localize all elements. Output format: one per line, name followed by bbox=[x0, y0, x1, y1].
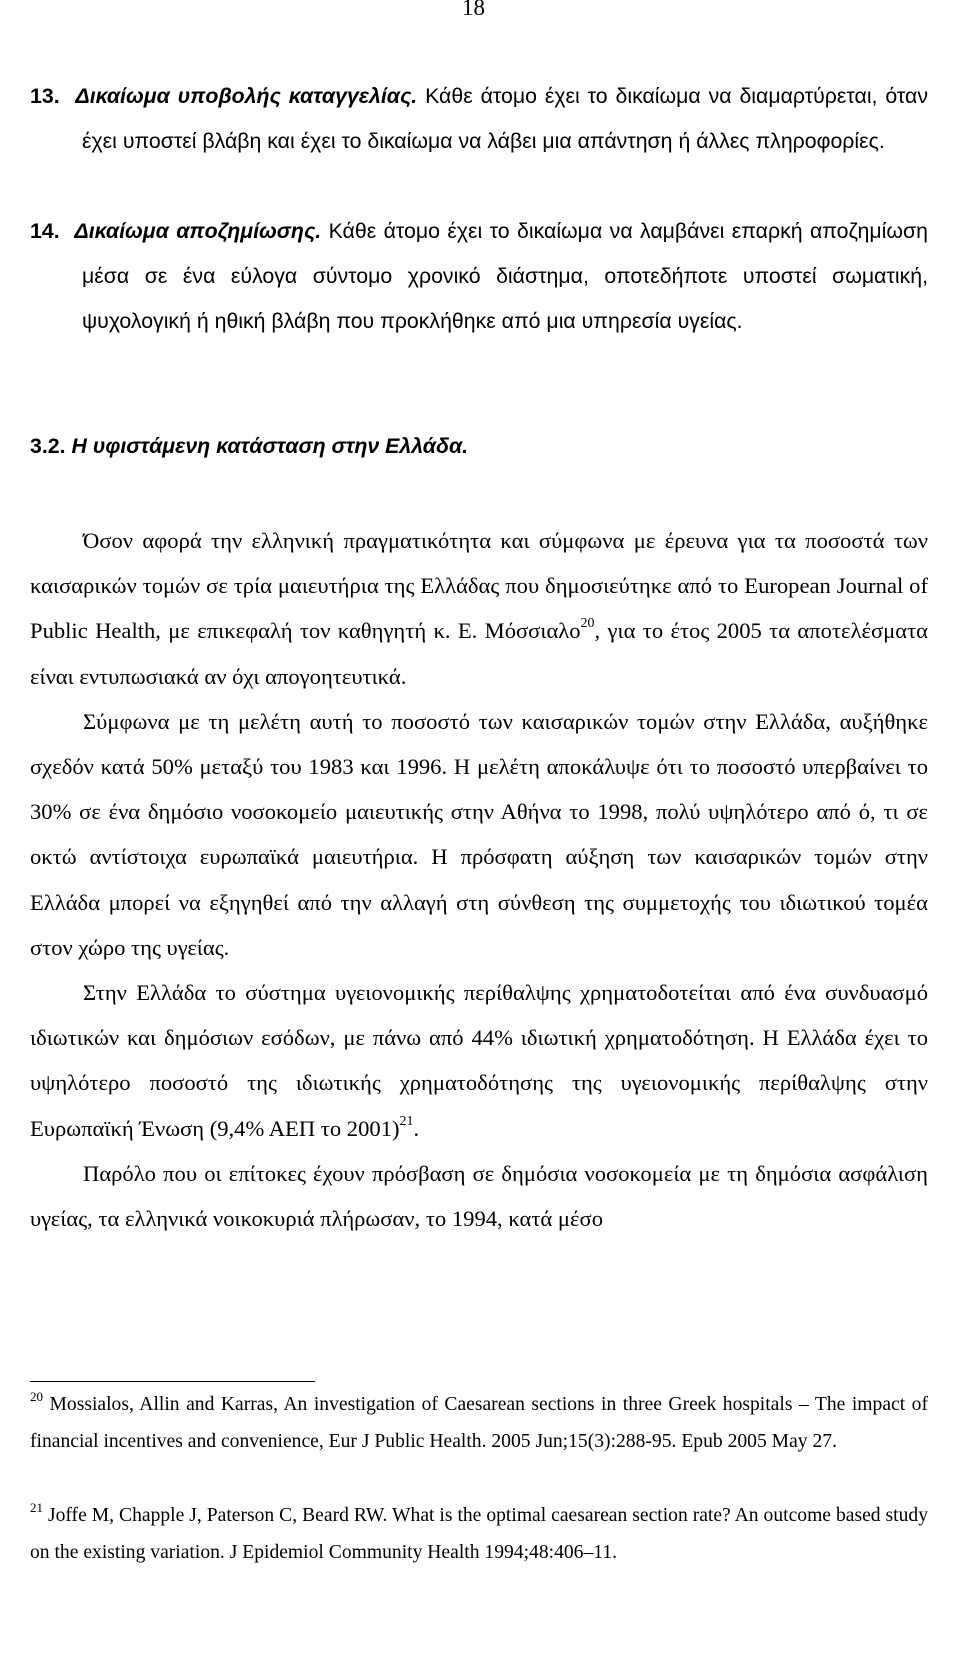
paragraph-text: Όσον αφορά την ελληνική πραγματικότητα και σύμφωνα με έρευνα για τα ποσοστά των καισαρικών τομών σε τρία μαιευτήρια της Ελλάδας που δημοσιεύτηκε από το European Journal of Public Health, με επικεφαλή τον καθηγητή κ. Ε. Μόσσιαλο bbox=[30, 528, 928, 644]
footnote-separator bbox=[30, 1381, 315, 1382]
footnote-mark: 20 bbox=[30, 1389, 43, 1404]
section-heading bbox=[30, 431, 468, 461]
page-number: 18 bbox=[462, 0, 485, 20]
footnote-reference: 20 bbox=[580, 616, 595, 632]
list-item-text bbox=[30, 209, 928, 344]
footnote-text: Joffe M, Chapple J, Paterson C, Beard RW. What is the optimal caesarean section rate? An outcome based study on the existing variation. J Epidemiol Community Health 1994;48:406–11. bbox=[30, 1505, 928, 1563]
list-item-title: Δικαίωμα αποζημίωσης. bbox=[74, 219, 322, 243]
footnote-reference: 21 bbox=[399, 1113, 414, 1129]
list-item-body: Κάθε άτομο έχει το δικαίωμα να λαμβάνει επαρκή αποζημίωση μέσα σε ένα εύλογα σύντομο χρονικό διάστημα, οποτεδήποτε υποστεί σωματική, ψυχολογική ή ηθική βλάβη που προκλήθηκε από μια υπηρεσία υγείας. bbox=[82, 219, 928, 333]
list-item-14 bbox=[30, 209, 928, 344]
footnote bbox=[30, 1386, 928, 1460]
list-item-number: 13. bbox=[30, 84, 60, 108]
paragraph-text: . bbox=[413, 1115, 420, 1141]
list-item-13 bbox=[30, 74, 928, 164]
paragraph-text: , για το έτος 2005 τα αποτελέσματα είναι εντυπωσιακά αν όχι απογοητευτικά. bbox=[30, 618, 928, 689]
paragraph bbox=[30, 518, 928, 699]
footnote-text: Mossialos, Allin and Karras, An investigation of Caesarean sections in three Greek hospitals – The impact of financial incentives and convenience, Eur J Public Health. 2005 Jun;15(3):288-95. Epub 2005 May 27. bbox=[30, 1394, 928, 1452]
list-item-number: 14. bbox=[30, 219, 60, 243]
paragraph: Σύμφωνα με τη μελέτη αυτή το ποσοστό των καισαρικών τομών στην Ελλάδα, αυξήθηκε σχεδόν κατά 50% μεταξύ του 1983 και 1996. Η μελέτη αποκάλυψε ότι το ποσοστό υπερβαίνει το 30% σε ένα δημόσιο νοσοκομείο μαιευτικής στην Αθήνα το 1998, πολύ υψηλότερο από ό, τι σε οκτώ αντίστοιχα ευρωπαϊκά μαιευτήρια. Η πρόσφατη αύξηση των καισαρικών τομών στην Ελλάδα μπορεί να εξηγηθεί από την αλλαγή στη σύνθεση της συμμετοχής του ιδιωτικού τομέα στον χώρο της υγείας. bbox=[30, 708, 928, 960]
section-title: Η υφιστάμενη κατάσταση στην Ελλάδα. bbox=[71, 434, 469, 458]
footnote bbox=[30, 1497, 928, 1571]
list-item-title: Δικαίωμα υποβολής καταγγελίας. bbox=[75, 84, 418, 108]
paragraph: Παρόλο που οι επίτοκες έχουν πρόσβαση σε δημόσια νοσοκομεία με τη δημόσια ασφάλιση υγείας, τα ελληνικά νοικοκυριά πλήρωσαν, το 1994, κατά μέσο bbox=[30, 1160, 928, 1232]
list-item-body: Κάθε άτομο έχει το δικαίωμα να διαμαρτύρεται, όταν έχει υποστεί βλάβη και έχει το δικαίωμα να λάβει μια απάντηση ή άλλες πληροφορίες. bbox=[82, 84, 928, 153]
paragraph bbox=[30, 970, 928, 1151]
body-text bbox=[30, 518, 928, 1241]
list-item-text bbox=[30, 74, 928, 164]
footnote-mark: 21 bbox=[30, 1500, 43, 1515]
paragraph-text: Στην Ελλάδα το σύστημα υγειονομικής περίθαλψης χρηματοδοτείται από ένα συνδυασμό ιδιωτικών και δημόσιων εσόδων, με πάνω από 44% ιδιωτική χρηματοδότηση. Η Ελλάδα έχει το υψηλότερο ποσοστό της ιδιωτικής χρηματοδότησης της υγειονομικής περίθαλψης στην Ευρωπαϊκή Ένωση (9,4% ΑΕΠ το 2001) bbox=[30, 980, 928, 1141]
section-number: 3.2. bbox=[30, 434, 66, 458]
